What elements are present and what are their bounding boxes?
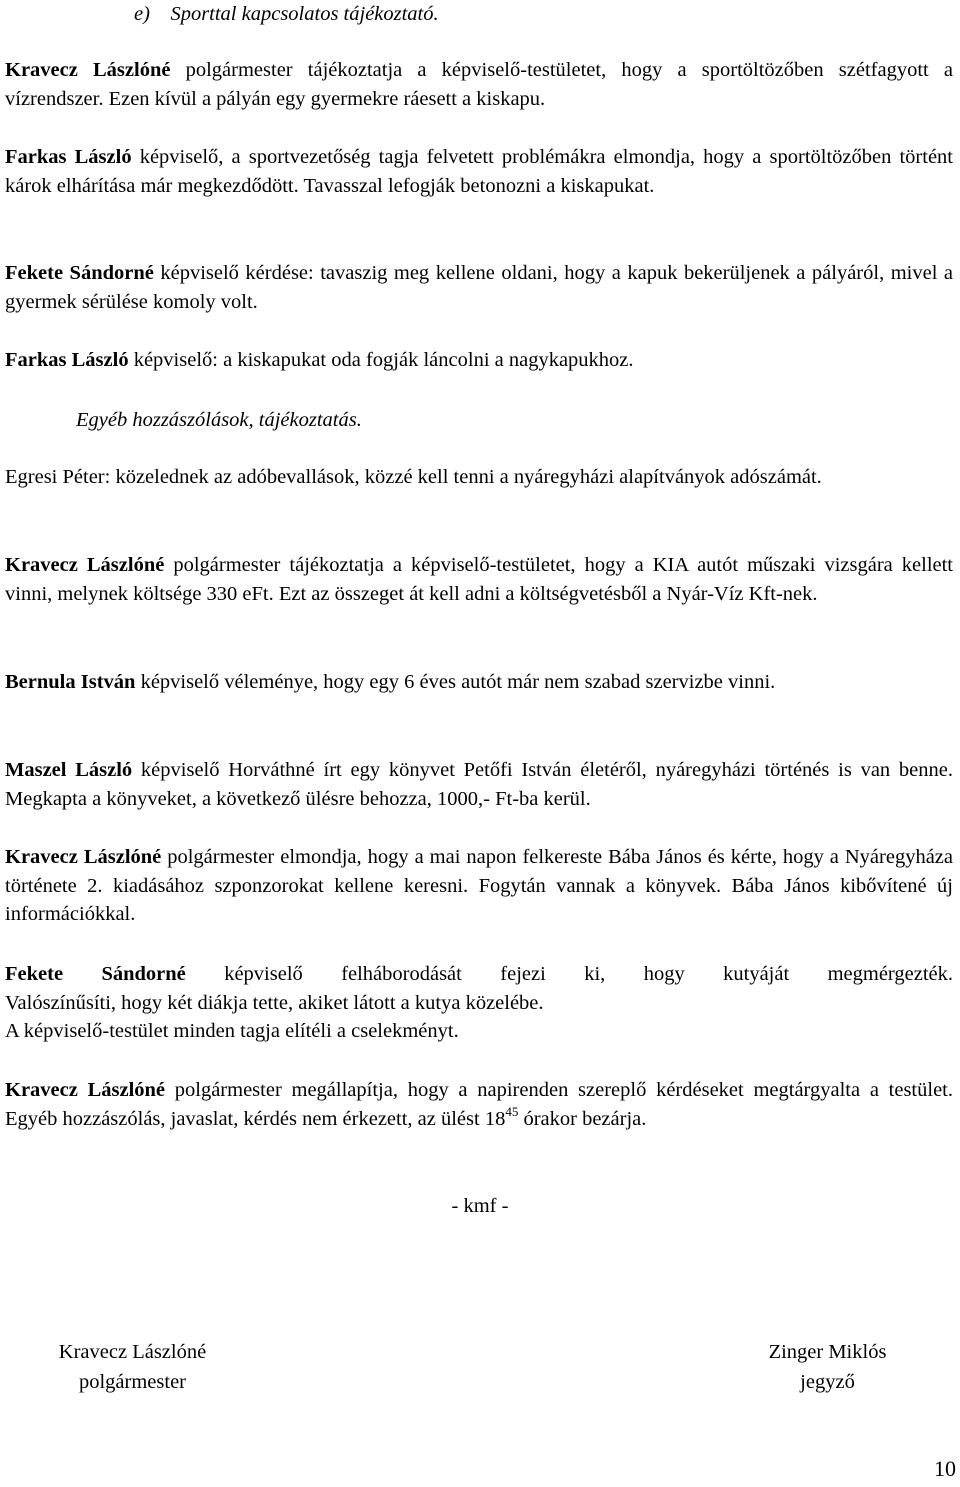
paragraph-text: képviselő felháborodását fejezi ki, hogy kutyáját megmérgezték. xyxy=(185,963,953,985)
paragraph-3 xyxy=(5,259,953,316)
paragraph-text: képviselő kérdése: tavaszig meg kellene oldani, hogy a kapuk bekerüljenek a pályáról, mivel a gyermek sérülése komoly volt. xyxy=(5,262,953,313)
paragraph-5 xyxy=(5,463,953,492)
section-title: Sporttal kapcsolatos tájékoztató. xyxy=(170,3,439,25)
paragraph-text: polgármester megállapítja, hogy a napirenden szereplő kérdéseket megtárgyalta a testület. Egyéb hozzászólás, javaslat, kérdés nem érkezett, az ülést 18 xyxy=(5,1079,953,1130)
paragraph-4 xyxy=(5,346,953,375)
speaker-name: Farkas László xyxy=(5,349,129,371)
speaker-name: Kravecz Lászlóné xyxy=(5,1079,166,1101)
paragraph-2 xyxy=(5,143,953,200)
paragraph-text: képviselő véleménye, hogy egy 6 éves autót már nem szabad szervizbe vinni. xyxy=(135,671,776,693)
paragraph-text: képviselő: a kiskapukat oda fogják láncolni a nagykapukhoz. xyxy=(128,349,634,371)
section-heading-other xyxy=(76,406,362,434)
speaker-name: Farkas László xyxy=(5,146,132,168)
paragraph-line xyxy=(5,960,953,989)
paragraph-10 xyxy=(5,960,953,1046)
signature-name: Zinger Miklós xyxy=(768,1341,887,1363)
signature-name: Kravecz Lászlóné xyxy=(58,1341,207,1363)
speaker-name: Bernula István xyxy=(5,671,136,693)
signature-role: jegyző xyxy=(800,1371,855,1393)
paragraph-8 xyxy=(5,756,953,813)
time-superscript: 45 xyxy=(505,1103,519,1119)
paragraph-6 xyxy=(5,551,953,608)
speaker-name: Kravecz Lászlóné xyxy=(5,554,165,576)
paragraph-line: A képviselő-testület minden tagja elítéli a cselekményt. xyxy=(5,1020,459,1042)
section-title: Egyéb hozzászólások, tájékoztatás. xyxy=(76,409,362,431)
section-label: e) xyxy=(134,3,150,25)
speaker-name: Kravecz Lászlóné xyxy=(5,846,162,868)
paragraph-11 xyxy=(5,1076,953,1133)
paragraph-1 xyxy=(5,56,953,113)
paragraph-7 xyxy=(5,668,953,697)
kmf-mark: - kmf - xyxy=(451,1195,509,1217)
paragraph-line: Valószínűsíti, hogy két diákja tette, akiket látott a kutya közelébe. xyxy=(5,991,544,1014)
paragraph-text: Egresi Péter: közelednek az adóbevallások, közzé kell tenni a nyáregyházi alapítványok adószámát. xyxy=(5,466,822,488)
speaker-name: Maszel László xyxy=(5,759,133,781)
speaker-name: Fekete Sándorné xyxy=(5,963,186,985)
speaker-name: Fekete Sándorné xyxy=(5,262,154,284)
paragraph-text: polgármester elmondja, hogy a mai napon felkereste Bába János és kérte, hogy a Nyáregyháza története 2. kiadásához szponzorokat kellene keresni. Fogytán vannak a könyvek. Bába János kibővítené új információkkal. xyxy=(5,846,953,925)
paragraph-text: polgármester tájékoztatja a képviselő-testületet, hogy a KIA autót műszaki vizsgára kellett vinni, melynek költsége 330 eFt. Ezt az összeget át kell adni a költségvetésből a Nyár-Víz Kft-nek. xyxy=(5,554,954,605)
page-number: 10 xyxy=(934,1456,956,1481)
paragraph-9 xyxy=(5,843,953,929)
paragraph-text: képviselő Horváthné írt egy könyvet Petőfi István életéről, nyáregyházi történés is van benne. Megkapta a könyveket, a következő ülésre behozza, 1000,- Ft-ba kerül. xyxy=(5,759,953,810)
signature-left xyxy=(30,1337,235,1397)
paragraph-text-tail: órakor bezárja. xyxy=(518,1107,647,1130)
paragraph-text: képviselő, a sportvezetőség tagja felvetett problémákra elmondja, hogy a sportöltözőben történt károk elhárítása már megkezdődött. Tavasszal lefogják betonozni a kiskapukat. xyxy=(5,146,953,197)
paragraph-text: polgármester tájékoztatja a képviselő-testületet, hogy a sportöltözőben szétfagyott a vízrendszer. Ezen kívül a pályán egy gyermekre ráesett a kiskapu. xyxy=(5,59,953,110)
signature-role: polgármester xyxy=(78,1371,186,1393)
signature-right xyxy=(740,1337,915,1397)
speaker-name: Kravecz Lászlóné xyxy=(5,59,171,81)
section-heading-e xyxy=(134,0,439,28)
